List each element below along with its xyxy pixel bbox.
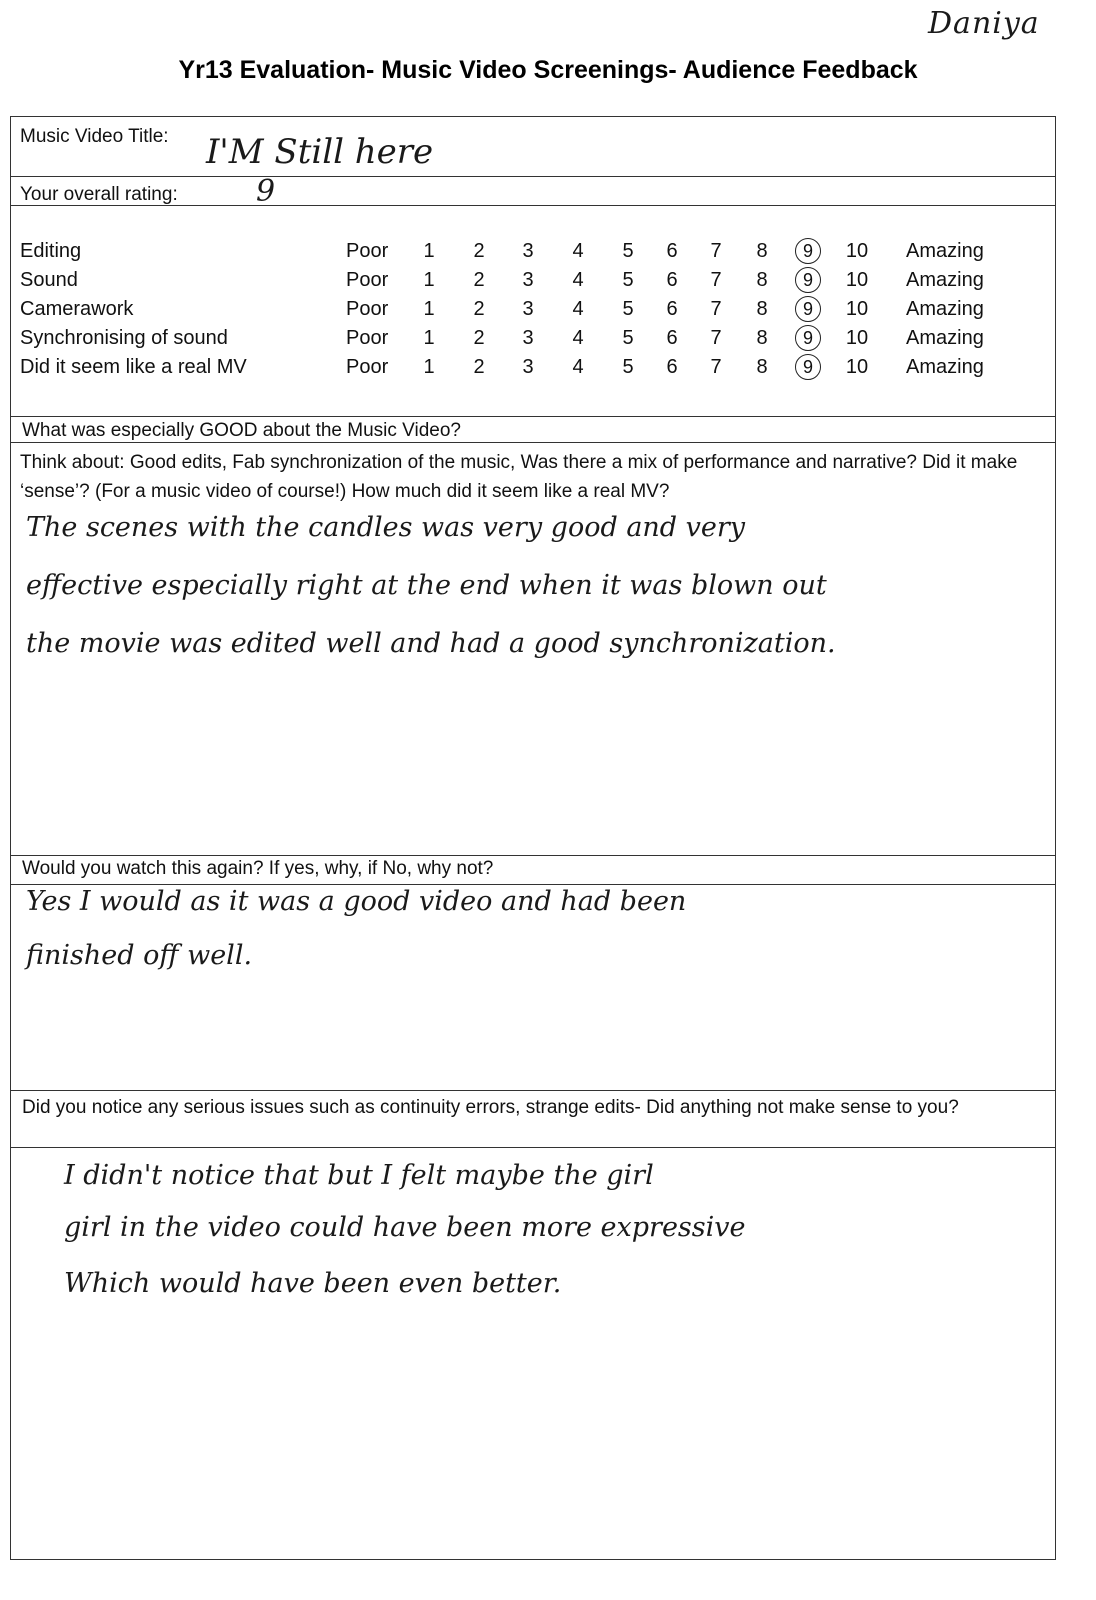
scale-option[interactable]: 6 <box>666 298 678 320</box>
scale-option[interactable]: 2 <box>473 298 485 320</box>
criterion-label: Synchronising of sound <box>20 327 228 349</box>
scale-option[interactable]: 10 <box>845 327 869 349</box>
scale-low-label: Poor <box>346 298 389 320</box>
scale-option[interactable]: 3 <box>522 327 534 349</box>
scale-option[interactable]: 2 <box>473 240 485 262</box>
good-answer-line[interactable]: The scenes with the candles was very good and very <box>26 512 746 543</box>
scale-option[interactable]: 4 <box>572 269 584 291</box>
scale-option[interactable]: 6 <box>666 240 678 262</box>
good-answer-line[interactable]: effective especially right at the end when it was blown out <box>26 570 827 601</box>
again-answer-line[interactable]: finished off well. <box>26 940 253 971</box>
scale-option[interactable]: 1 <box>423 240 435 262</box>
scale-option[interactable]: 10 <box>845 240 869 262</box>
scale-option[interactable]: 5 <box>622 356 634 378</box>
scale-option[interactable]: 7 <box>710 356 722 378</box>
scale-option[interactable]: 3 <box>522 356 534 378</box>
scale-option[interactable]: 6 <box>666 327 678 349</box>
scale-option[interactable]: 7 <box>710 240 722 262</box>
issues-answer-line[interactable]: Which would have been even better. <box>64 1268 562 1299</box>
scale-option-selected[interactable]: 9 <box>795 296 821 322</box>
scale-option-selected[interactable]: 9 <box>795 238 821 264</box>
scale-option[interactable]: 6 <box>666 269 678 291</box>
scale-option[interactable]: 5 <box>622 298 634 320</box>
scale-option[interactable]: 7 <box>710 269 722 291</box>
criterion-label: Camerawork <box>20 298 134 320</box>
scale-option[interactable]: 5 <box>622 269 634 291</box>
again-answer-line[interactable]: Yes I would as it was a good video and had been <box>26 886 687 917</box>
scale-low-label: Poor <box>346 269 389 291</box>
scale-low-label: Poor <box>346 356 389 378</box>
divider <box>10 884 1056 885</box>
scale-option[interactable]: 7 <box>710 298 722 320</box>
criterion-label: Did it seem like a real MV <box>20 356 247 378</box>
good-heading: What was especially GOOD about the Music Video? <box>22 420 461 441</box>
scale-option[interactable]: 1 <box>423 269 435 291</box>
divider <box>10 855 1056 856</box>
scale-option-selected[interactable]: 9 <box>795 325 821 351</box>
scale-high-label: Amazing <box>906 298 984 320</box>
scale-option[interactable]: 4 <box>572 327 584 349</box>
scale-option[interactable]: 5 <box>622 327 634 349</box>
scale-option[interactable]: 10 <box>845 269 869 291</box>
scale-option[interactable]: 2 <box>473 269 485 291</box>
scale-option[interactable]: 3 <box>522 240 534 262</box>
page-title: Yr13 Evaluation- Music Video Screenings- Audience Feedback <box>178 56 918 84</box>
scale-option[interactable]: 3 <box>522 298 534 320</box>
divider <box>10 1147 1056 1148</box>
scale-option[interactable]: 8 <box>756 269 768 291</box>
scale-high-label: Amazing <box>906 240 984 262</box>
divider <box>10 442 1056 443</box>
good-answer-line[interactable]: the movie was edited well and had a good synchronization. <box>26 628 836 659</box>
scale-option[interactable]: 8 <box>756 356 768 378</box>
scale-option[interactable]: 2 <box>473 327 485 349</box>
scale-option[interactable]: 4 <box>572 240 584 262</box>
scale-option[interactable]: 10 <box>845 356 869 378</box>
scale-option[interactable]: 8 <box>756 327 768 349</box>
scale-option[interactable]: 4 <box>572 298 584 320</box>
rating-answer[interactable]: 9 <box>256 174 276 209</box>
scale-high-label: Amazing <box>906 327 984 349</box>
scale-option[interactable]: 1 <box>423 327 435 349</box>
issues-heading: Did you notice any serious issues such as continuity errors, strange edits- Did anything not make sense to you? <box>22 1097 959 1118</box>
scale-option[interactable]: 2 <box>473 356 485 378</box>
scale-option[interactable]: 8 <box>756 240 768 262</box>
scale-high-label: Amazing <box>906 269 984 291</box>
scale-low-label: Poor <box>346 240 389 262</box>
scale-option[interactable]: 6 <box>666 356 678 378</box>
criterion-label: Sound <box>20 269 78 291</box>
scale-option[interactable]: 7 <box>710 327 722 349</box>
title-answer[interactable]: I'M Still here <box>206 132 434 172</box>
signature: Daniya <box>928 6 1040 41</box>
divider <box>10 416 1056 417</box>
good-prompt: Think about: Good edits, Fab synchronization of the music, Was there a mix of performance and narrative? Did it make ‘sense’? (For a music video of course!) How much did it seem like a real MV? <box>20 452 1018 502</box>
title-label: Music Video Title: <box>20 126 169 147</box>
issues-answer-line[interactable]: I didn't notice that but I felt maybe the girl <box>64 1160 654 1191</box>
scale-option[interactable]: 3 <box>522 269 534 291</box>
rating-label: Your overall rating: <box>20 184 178 205</box>
scale-option[interactable]: 8 <box>756 298 768 320</box>
criterion-label: Editing <box>20 240 82 262</box>
scale-option-selected[interactable]: 9 <box>795 354 821 380</box>
again-heading: Would you watch this again? If yes, why, if No, why not? <box>22 858 494 879</box>
scale-option[interactable]: 5 <box>622 240 634 262</box>
divider <box>10 176 1056 177</box>
scale-option-selected[interactable]: 9 <box>795 267 821 293</box>
scale-option[interactable]: 1 <box>423 356 435 378</box>
scale-option[interactable]: 1 <box>423 298 435 320</box>
issues-answer-line[interactable]: girl in the video could have been more expressive <box>64 1212 746 1243</box>
scale-option[interactable]: 10 <box>845 298 869 320</box>
divider <box>10 1090 1056 1091</box>
scale-low-label: Poor <box>346 327 389 349</box>
scale-high-label: Amazing <box>906 356 984 378</box>
scale-option[interactable]: 4 <box>572 356 584 378</box>
